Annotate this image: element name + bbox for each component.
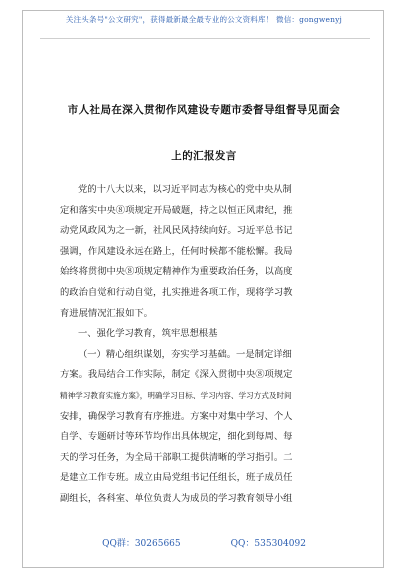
body-line: 的政治自觉和行动自觉，扎实推进各项工作，现将学习教	[60, 286, 293, 298]
body-line: 动党风政风为之一新，社风民风持续向好。习近平总书记	[60, 225, 293, 237]
document-title-line-1: 市人社局在深入贯彻作风建设专题市委督导组督导见面会	[67, 104, 341, 116]
body-line: 育进展情况汇报如下。	[60, 307, 153, 319]
header-divider	[40, 38, 370, 39]
body-line: 党的十八大以来，以习近平同志为核心的党中央从制	[78, 184, 292, 195]
body-line: 方案。我局结合工作实际，制定《深入贯彻中央⑧项规定	[60, 369, 293, 381]
header-notice: 关注头条号"公文研究"，获得最新最全最专业的公文资料库！ 微信：gongwenyj	[65, 15, 343, 24]
body-line: 定和落实中央⑧项规定开局破题，持之以恒正风肃纪，推	[60, 204, 293, 216]
body-line: （一）精心组织谋划，夯实学习基础。一是制定详细	[78, 348, 292, 360]
body-line: 副组长，各科室、单位负责人为成员的学习教育领导小组	[60, 492, 293, 504]
body-line: 始终将贯彻中央⑧项规定精神作为重要政治任务，以高度	[60, 266, 293, 278]
body-line: 天的学习任务，为全局干部职工提供清晰的学习指引。二	[60, 451, 293, 463]
footer-contacts	[0, 536, 408, 549]
document-title-line-2: 上的汇报发言	[171, 150, 237, 162]
document-body	[60, 180, 350, 510]
body-line: 精神学习教育实施方案》，明确学习目标、学习内容、学习方式及时间	[60, 390, 292, 400]
footer-qq-group: QQ群：30265665	[102, 539, 181, 549]
body-line: 是建立工作专班。成立由局党组书记任组长，班子成员任	[60, 472, 293, 484]
body-line: 自学、专题研讨等环节均作出具体规定，细化到每周、每	[60, 431, 293, 443]
footer-qq: QQ：535304092	[230, 539, 306, 549]
body-line: 强调，作风建设永远在路上，任何时候都不能松懈。我局	[60, 245, 293, 257]
section-heading: 一、强化学习教育，筑牢思想根基	[78, 328, 218, 340]
body-line: 安排，确保学习教育有序推进。方案中对集中学习、个人	[60, 410, 293, 422]
